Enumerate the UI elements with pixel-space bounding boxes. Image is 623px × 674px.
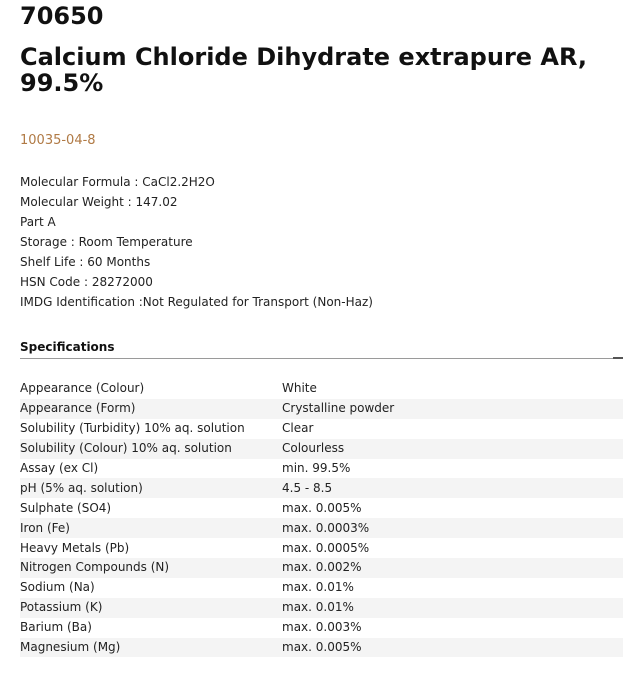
table-row xyxy=(20,578,623,598)
table-row xyxy=(20,518,623,538)
spec-value: max. 0.0003% xyxy=(282,518,623,538)
specifications-heading: Specifications xyxy=(20,340,115,354)
table-row xyxy=(20,439,623,459)
product-code: 70650 xyxy=(20,2,104,30)
spec-parameter: Potassium (K) xyxy=(20,598,282,618)
spec-parameter: Magnesium (Mg) xyxy=(20,638,282,658)
spec-value: min. 99.5% xyxy=(282,461,351,475)
table-row xyxy=(20,459,623,479)
property-shelf-life: Shelf Life : 60 Months xyxy=(20,255,151,269)
specifications-table xyxy=(20,379,623,657)
table-row xyxy=(20,399,623,419)
spec-parameter: Heavy Metals (Pb) xyxy=(20,540,130,555)
product-title: Calcium Chloride Dihydrate extrapure AR, 99.5% xyxy=(20,43,588,97)
spec-parameter: Sulphate (SO4) xyxy=(20,500,112,515)
property-part: Part A xyxy=(20,215,56,229)
specifications-divider xyxy=(20,358,623,359)
table-row xyxy=(20,498,623,518)
spec-value: max. 0.01% xyxy=(282,580,354,595)
property-molecular-formula: Molecular Formula : CaCl2.2H2O xyxy=(20,175,215,189)
property-molecular-weight: Molecular Weight : 147.02 xyxy=(20,195,178,209)
table-row xyxy=(20,618,623,638)
table-row xyxy=(20,419,623,439)
spec-parameter: Barium (Ba) xyxy=(20,620,92,635)
table-row xyxy=(20,558,623,578)
spec-value: max. 0.01% xyxy=(282,598,623,618)
spec-value: 4.5 - 8.5 xyxy=(282,478,623,498)
spec-parameter: Solubility (Turbidity) 10% aq. solution xyxy=(20,421,245,436)
spec-value: Clear xyxy=(282,421,314,436)
spec-parameter: Appearance (Form) xyxy=(20,399,282,419)
spec-parameter: Iron (Fe) xyxy=(20,518,282,538)
spec-parameter: Solubility (Colour) 10% aq. solution xyxy=(20,439,282,459)
spec-value: max. 0.003% xyxy=(282,620,362,635)
spec-value: max. 0.005% xyxy=(282,500,362,515)
spec-value: max. 0.002% xyxy=(282,558,623,578)
cas-number: 10035-04-8 xyxy=(20,133,96,148)
spec-parameter: pH (5% aq. solution) xyxy=(20,478,282,498)
spec-parameter: Sodium (Na) xyxy=(20,580,95,595)
specifications-divider-end xyxy=(613,357,623,359)
property-storage: Storage : Room Temperature xyxy=(20,235,193,249)
table-row xyxy=(20,638,623,658)
spec-value: White xyxy=(282,381,317,396)
property-imdg: IMDG Identification :Not Regulated for Transport (Non-Haz) xyxy=(20,295,373,309)
property-hsn-code: HSN Code : 28272000 xyxy=(20,275,153,289)
table-row xyxy=(20,379,623,399)
spec-parameter: Assay (ex Cl) xyxy=(20,461,99,475)
spec-parameter: Appearance (Colour) xyxy=(20,381,145,396)
spec-parameter: Nitrogen Compounds (N) xyxy=(20,558,282,578)
spec-value: max. 0.0005% xyxy=(282,540,370,555)
table-row xyxy=(20,538,623,558)
table-row xyxy=(20,598,623,618)
table-row xyxy=(20,478,623,498)
spec-value: max. 0.005% xyxy=(282,638,623,658)
spec-value: Crystalline powder xyxy=(282,399,623,419)
spec-value: Colourless xyxy=(282,439,623,459)
product-properties xyxy=(20,172,373,312)
